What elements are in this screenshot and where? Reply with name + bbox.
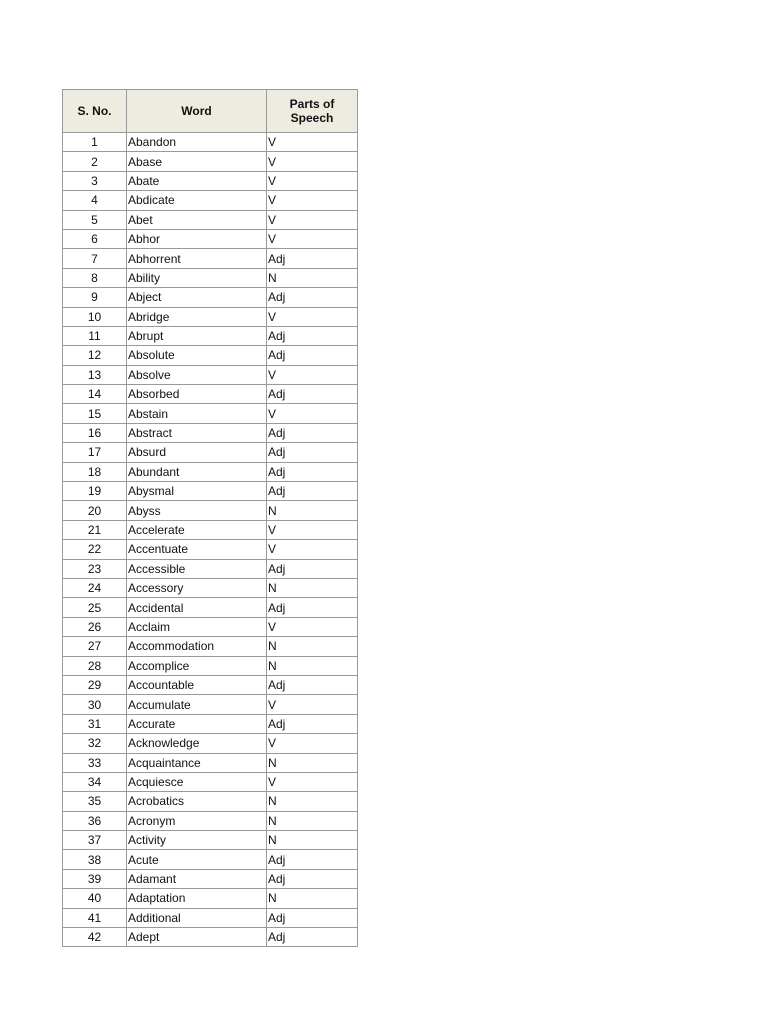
part-of-speech-cell: Adj xyxy=(267,423,358,442)
part-of-speech-cell: V xyxy=(267,617,358,636)
table-row xyxy=(63,443,358,462)
table-row xyxy=(63,346,358,365)
word-cell: Accommodation xyxy=(127,637,267,656)
part-of-speech-cell: V xyxy=(267,171,358,190)
part-of-speech-cell: Adj xyxy=(267,559,358,578)
word-cell: Accountable xyxy=(127,675,267,694)
serial-number-cell: 9 xyxy=(63,288,127,307)
serial-number-cell: 6 xyxy=(63,229,127,248)
word-cell: Accentuate xyxy=(127,540,267,559)
table-row xyxy=(63,365,358,384)
serial-number-cell: 39 xyxy=(63,869,127,888)
word-cell: Absolute xyxy=(127,346,267,365)
part-of-speech-cell: N xyxy=(267,501,358,520)
word-cell: Abyss xyxy=(127,501,267,520)
word-cell: Abdicate xyxy=(127,191,267,210)
serial-number-cell: 32 xyxy=(63,734,127,753)
serial-number-cell: 34 xyxy=(63,772,127,791)
table-header xyxy=(63,90,358,133)
word-cell: Adamant xyxy=(127,869,267,888)
part-of-speech-cell: Adj xyxy=(267,675,358,694)
table-row xyxy=(63,869,358,888)
serial-number-cell: 22 xyxy=(63,540,127,559)
serial-number-cell: 26 xyxy=(63,617,127,636)
table-row xyxy=(63,637,358,656)
word-cell: Acclaim xyxy=(127,617,267,636)
part-of-speech-cell: Adj xyxy=(267,385,358,404)
table-row xyxy=(63,423,358,442)
part-of-speech-cell: V xyxy=(267,210,358,229)
part-of-speech-cell: N xyxy=(267,889,358,908)
word-cell: Abhorrent xyxy=(127,249,267,268)
word-cell: Absorbed xyxy=(127,385,267,404)
part-of-speech-cell: Adj xyxy=(267,462,358,481)
table-row xyxy=(63,268,358,287)
vocabulary-table xyxy=(62,89,358,947)
serial-number-cell: 10 xyxy=(63,307,127,326)
serial-number-cell: 33 xyxy=(63,753,127,772)
table-row xyxy=(63,404,358,423)
table-row xyxy=(63,811,358,830)
serial-number-cell: 12 xyxy=(63,346,127,365)
serial-number-cell: 3 xyxy=(63,171,127,190)
part-of-speech-cell: N xyxy=(267,753,358,772)
part-of-speech-cell: N xyxy=(267,831,358,850)
word-cell: Abject xyxy=(127,288,267,307)
word-cell: Absurd xyxy=(127,443,267,462)
word-cell: Abstain xyxy=(127,404,267,423)
serial-number-cell: 7 xyxy=(63,249,127,268)
part-of-speech-cell: V xyxy=(267,191,358,210)
table-body xyxy=(63,133,358,947)
part-of-speech-cell: Adj xyxy=(267,598,358,617)
word-cell: Adaptation xyxy=(127,889,267,908)
word-cell: Absolve xyxy=(127,365,267,384)
serial-number-cell: 2 xyxy=(63,152,127,171)
table-row xyxy=(63,171,358,190)
part-of-speech-cell: V xyxy=(267,695,358,714)
table-row xyxy=(63,249,358,268)
serial-number-cell: 17 xyxy=(63,443,127,462)
serial-number-cell: 13 xyxy=(63,365,127,384)
table-row xyxy=(63,831,358,850)
serial-number-cell: 21 xyxy=(63,520,127,539)
table-row xyxy=(63,598,358,617)
part-of-speech-cell: V xyxy=(267,772,358,791)
part-of-speech-cell: Adj xyxy=(267,482,358,501)
serial-number-cell: 23 xyxy=(63,559,127,578)
table-row xyxy=(63,307,358,326)
word-cell: Adept xyxy=(127,928,267,947)
part-of-speech-cell: Adj xyxy=(267,288,358,307)
part-of-speech-cell: N xyxy=(267,656,358,675)
part-of-speech-cell: V xyxy=(267,307,358,326)
table-row xyxy=(63,288,358,307)
header-parts-of-speech: Parts of Speech xyxy=(267,90,358,133)
table-row xyxy=(63,714,358,733)
word-cell: Abhor xyxy=(127,229,267,248)
part-of-speech-cell: Adj xyxy=(267,326,358,345)
word-cell: Accessory xyxy=(127,578,267,597)
part-of-speech-cell: Adj xyxy=(267,869,358,888)
serial-number-cell: 36 xyxy=(63,811,127,830)
serial-number-cell: 29 xyxy=(63,675,127,694)
part-of-speech-cell: V xyxy=(267,540,358,559)
table-row xyxy=(63,675,358,694)
table-row xyxy=(63,889,358,908)
part-of-speech-cell: V xyxy=(267,229,358,248)
header-serial-number: S. No. xyxy=(63,90,127,133)
serial-number-cell: 11 xyxy=(63,326,127,345)
serial-number-cell: 37 xyxy=(63,831,127,850)
word-cell: Acknowledge xyxy=(127,734,267,753)
word-cell: Abet xyxy=(127,210,267,229)
table-row xyxy=(63,850,358,869)
serial-number-cell: 4 xyxy=(63,191,127,210)
part-of-speech-cell: Adj xyxy=(267,249,358,268)
table-row xyxy=(63,326,358,345)
word-cell: Acronym xyxy=(127,811,267,830)
table-row xyxy=(63,520,358,539)
word-cell: Abrupt xyxy=(127,326,267,345)
word-cell: Acrobatics xyxy=(127,792,267,811)
word-cell: Abandon xyxy=(127,133,267,152)
part-of-speech-cell: Adj xyxy=(267,443,358,462)
part-of-speech-cell: V xyxy=(267,152,358,171)
table-row xyxy=(63,191,358,210)
serial-number-cell: 16 xyxy=(63,423,127,442)
table-row xyxy=(63,928,358,947)
serial-number-cell: 38 xyxy=(63,850,127,869)
table-row xyxy=(63,482,358,501)
part-of-speech-cell: N xyxy=(267,578,358,597)
table-row xyxy=(63,462,358,481)
part-of-speech-cell: V xyxy=(267,520,358,539)
part-of-speech-cell: N xyxy=(267,811,358,830)
table-row xyxy=(63,695,358,714)
part-of-speech-cell: Adj xyxy=(267,908,358,927)
serial-number-cell: 24 xyxy=(63,578,127,597)
word-cell: Abundant xyxy=(127,462,267,481)
part-of-speech-cell: N xyxy=(267,792,358,811)
table-row xyxy=(63,734,358,753)
part-of-speech-cell: Adj xyxy=(267,346,358,365)
table-row xyxy=(63,908,358,927)
table-row xyxy=(63,210,358,229)
table-row xyxy=(63,501,358,520)
serial-number-cell: 14 xyxy=(63,385,127,404)
part-of-speech-cell: N xyxy=(267,637,358,656)
word-cell: Abase xyxy=(127,152,267,171)
serial-number-cell: 30 xyxy=(63,695,127,714)
table-row xyxy=(63,753,358,772)
table-row xyxy=(63,540,358,559)
word-cell: Accurate xyxy=(127,714,267,733)
word-cell: Additional xyxy=(127,908,267,927)
serial-number-cell: 20 xyxy=(63,501,127,520)
word-cell: Abate xyxy=(127,171,267,190)
table-row xyxy=(63,617,358,636)
part-of-speech-cell: Adj xyxy=(267,850,358,869)
header-word: Word xyxy=(127,90,267,133)
word-cell: Accomplice xyxy=(127,656,267,675)
part-of-speech-cell: Adj xyxy=(267,714,358,733)
serial-number-cell: 15 xyxy=(63,404,127,423)
table-row xyxy=(63,559,358,578)
table-row xyxy=(63,772,358,791)
part-of-speech-cell: Adj xyxy=(267,928,358,947)
word-cell: Ability xyxy=(127,268,267,287)
table-row xyxy=(63,229,358,248)
serial-number-cell: 42 xyxy=(63,928,127,947)
word-cell: Acquaintance xyxy=(127,753,267,772)
table-row xyxy=(63,385,358,404)
part-of-speech-cell: V xyxy=(267,133,358,152)
word-cell: Acute xyxy=(127,850,267,869)
table-row xyxy=(63,133,358,152)
serial-number-cell: 5 xyxy=(63,210,127,229)
serial-number-cell: 31 xyxy=(63,714,127,733)
word-cell: Accidental xyxy=(127,598,267,617)
header-row xyxy=(63,90,358,133)
table-row xyxy=(63,656,358,675)
word-cell: Activity xyxy=(127,831,267,850)
serial-number-cell: 8 xyxy=(63,268,127,287)
word-cell: Accelerate xyxy=(127,520,267,539)
word-cell: Accumulate xyxy=(127,695,267,714)
part-of-speech-cell: V xyxy=(267,734,358,753)
serial-number-cell: 18 xyxy=(63,462,127,481)
serial-number-cell: 40 xyxy=(63,889,127,908)
serial-number-cell: 25 xyxy=(63,598,127,617)
word-cell: Abysmal xyxy=(127,482,267,501)
part-of-speech-cell: V xyxy=(267,365,358,384)
word-cell: Abstract xyxy=(127,423,267,442)
part-of-speech-cell: N xyxy=(267,268,358,287)
serial-number-cell: 35 xyxy=(63,792,127,811)
serial-number-cell: 27 xyxy=(63,637,127,656)
table-row xyxy=(63,152,358,171)
table-row xyxy=(63,792,358,811)
part-of-speech-cell: V xyxy=(267,404,358,423)
serial-number-cell: 19 xyxy=(63,482,127,501)
table-row xyxy=(63,578,358,597)
serial-number-cell: 41 xyxy=(63,908,127,927)
word-cell: Accessible xyxy=(127,559,267,578)
serial-number-cell: 28 xyxy=(63,656,127,675)
serial-number-cell: 1 xyxy=(63,133,127,152)
word-cell: Abridge xyxy=(127,307,267,326)
word-cell: Acquiesce xyxy=(127,772,267,791)
